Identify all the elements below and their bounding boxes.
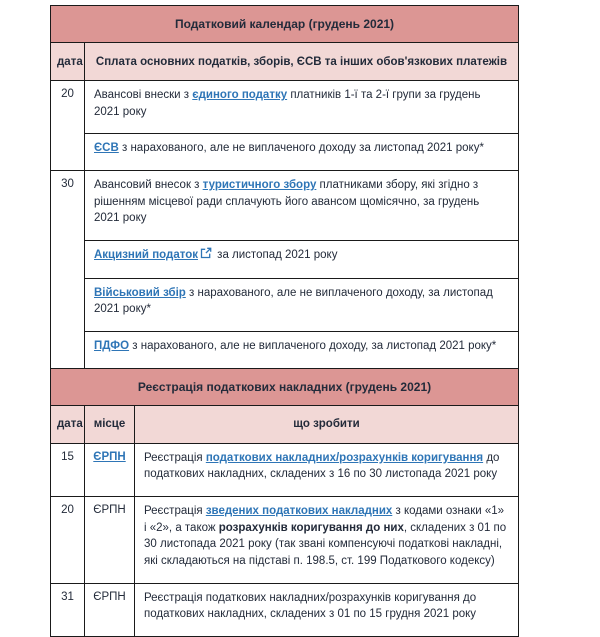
text-segment: , складених з 01 по 30 листопада 2021 року (так звані компенсуючі податкові накладні, які складаються на підставі п. 198.5, ст. 199 Податкового кодексу) <box>144 521 507 568</box>
erpn-label: ЄРПН <box>93 590 126 603</box>
text-segment: за листопад 2021 року <box>213 249 338 262</box>
payment-row <box>51 241 519 279</box>
payment-row <box>51 332 519 369</box>
payment-description <box>85 332 519 369</box>
tax-link[interactable]: ЄСВ <box>94 142 119 155</box>
place-cell <box>85 497 135 584</box>
registration-description <box>135 583 519 636</box>
text-segment: Реєстрація податкових накладних/розрахунків коригування до податкових накладних, складених з 01 по 15 грудня 2021 року <box>144 591 477 621</box>
registration-row <box>51 583 519 636</box>
payments-table-header-row <box>51 43 519 81</box>
tax-link[interactable]: Військовий збір <box>94 286 186 299</box>
erpn-label: ЄРПН <box>93 504 126 517</box>
place-cell <box>85 443 135 496</box>
payments-table-title: Податковий календар (грудень 2021) <box>51 6 519 43</box>
date-cell: 20 <box>51 497 85 584</box>
text-segment: платниками збору, які згідно з рішенням місцевої ради сплачують його авансом щомісячно, за грудень 2021 року <box>94 179 480 225</box>
text-segment: з нарахованого, але не виплаченого доходу, за листопад 2021 року* <box>129 340 497 353</box>
date-cell: 20 <box>51 81 85 171</box>
registration-table-title-row <box>51 368 519 405</box>
registration-table-title: Реєстрація податкових накладних (грудень 2021) <box>51 368 519 405</box>
column-header-place: місце <box>85 405 135 443</box>
payments-table-title-row <box>51 6 519 43</box>
tax-link[interactable]: туристичного збору <box>202 179 317 192</box>
text-segment: платників 1-ї та 2-ї групи за грудень 2021 року <box>94 89 481 118</box>
registration-row <box>51 497 519 584</box>
registration-row <box>51 443 519 496</box>
registration-table-header-row <box>51 405 519 443</box>
column-header-what-to-do: що зробити <box>135 405 519 443</box>
text-segment: Реєстрація <box>144 451 206 464</box>
column-header-date: дата <box>51 405 85 443</box>
date-cell: 30 <box>51 171 85 369</box>
text-segment: Авансові внески з <box>94 89 193 101</box>
tax-link[interactable]: зведених податкових накладних <box>205 505 393 518</box>
tax-link[interactable]: ПДФО <box>94 340 130 353</box>
payment-row <box>51 278 519 331</box>
text-segment: з кодами ознаки «1» і «2», а також <box>144 505 505 534</box>
column-header-date: дата <box>51 43 85 81</box>
payment-row <box>51 81 519 134</box>
payment-description <box>85 81 519 134</box>
payment-row <box>51 134 519 171</box>
payment-description <box>85 278 519 331</box>
place-cell <box>85 583 135 636</box>
column-header-payments: Сплата основних податків, зборів, ЄСВ та інших обов'язкових платежів <box>85 43 519 81</box>
text-segment: Авансовий внесок з <box>94 179 203 192</box>
date-cell: 31 <box>51 583 85 636</box>
text-segment: з нарахованого, але не виплаченого доходу, за листопад 2021 року* <box>94 286 493 316</box>
payment-description <box>85 171 519 241</box>
tax-link[interactable]: Акцизний податок <box>94 249 198 262</box>
text-segment: розрахунків коригування до них <box>218 521 404 534</box>
erpn-link[interactable]: ЄРПН <box>93 450 126 463</box>
registration-description <box>135 443 519 496</box>
text-segment: з нарахованого, але не виплаченого доходу за листопад 2021 року* <box>118 142 484 155</box>
payments-table <box>50 5 519 369</box>
registration-table <box>50 368 519 637</box>
tax-link[interactable]: податкових накладних/розрахунків коригування <box>205 451 484 464</box>
date-cell: 15 <box>51 443 85 496</box>
payment-description <box>85 134 519 171</box>
text-segment: до податкових накладних, складених з 16 по 30 листопада 2021 року <box>144 451 500 481</box>
payment-description <box>85 241 519 279</box>
registration-description <box>135 497 519 584</box>
tax-link[interactable]: єдиного податку <box>192 89 288 101</box>
text-segment: Реєстрація <box>144 505 206 518</box>
payment-row <box>51 171 519 241</box>
external-link-icon[interactable] <box>200 247 212 265</box>
